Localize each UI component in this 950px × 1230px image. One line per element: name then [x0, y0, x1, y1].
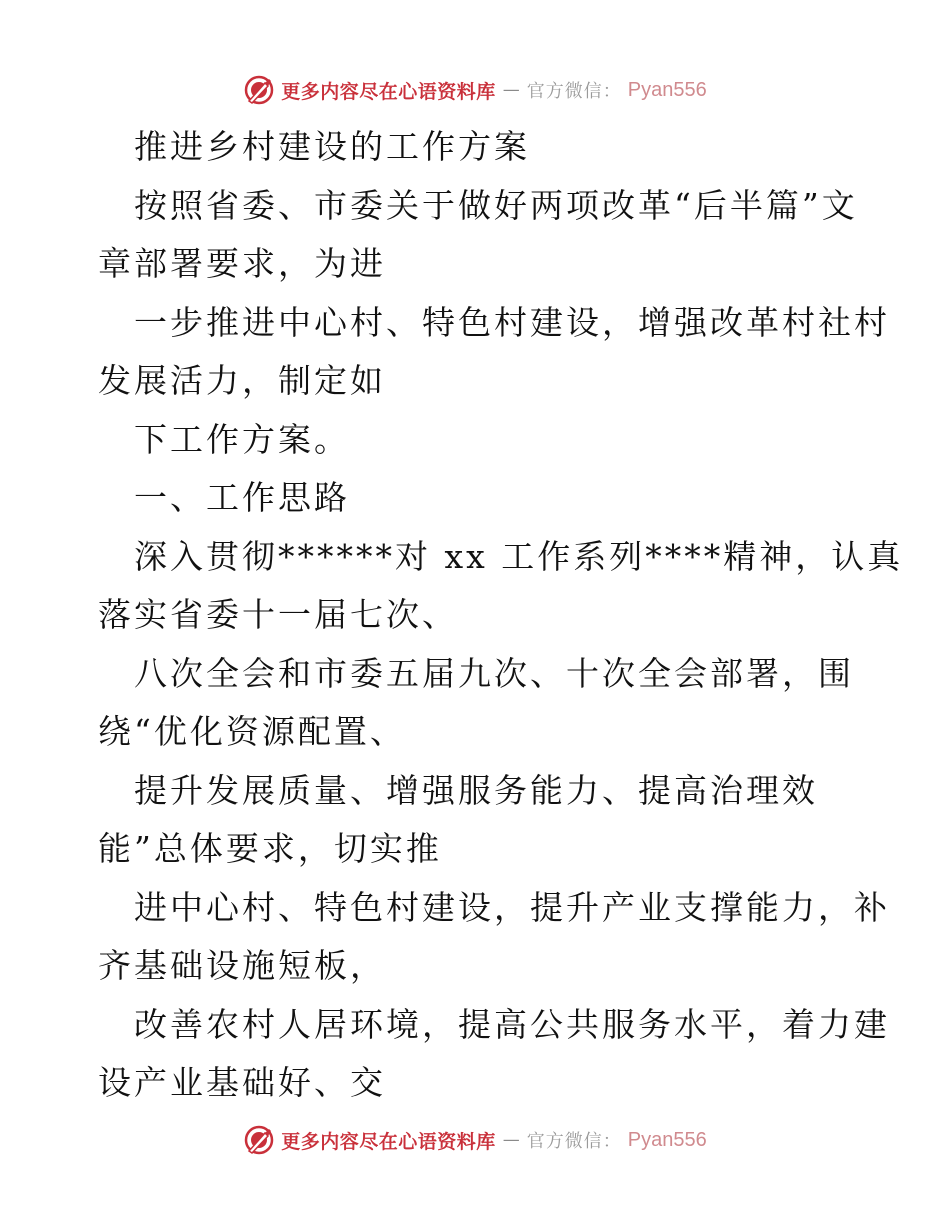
- document-line: 齐基础设施短板，: [98, 946, 386, 985]
- document-line: 下工作方案。: [134, 419, 350, 459]
- document-line: 改善农村人居环境，提高公共服务水平，着力建: [134, 1004, 890, 1044]
- watermark-dash: —: [502, 1130, 520, 1150]
- document-line: 一步推进中心村、特色村建设，增强改革村社村: [134, 302, 890, 342]
- footer-watermark: [0, 1122, 950, 1158]
- document-line: 发展活力，制定如: [98, 361, 386, 400]
- watermark-id-text: Pyan556: [627, 1128, 707, 1151]
- watermark-group: [243, 74, 706, 106]
- document-line: 按照省委、市委关于做好两项改革“后半篇”文: [134, 185, 858, 225]
- watermark-id-text: Pyan556: [627, 78, 707, 101]
- document-line: 一、工作思路: [134, 478, 350, 517]
- header-watermark: [0, 72, 950, 108]
- pen-logo-icon: [243, 1124, 275, 1156]
- document-line: 落实省委十一届七次、: [98, 595, 458, 634]
- document-line: 提升发展质量、增强服务能力、提高治理效: [134, 770, 818, 810]
- watermark-sub-text: 官方微信：: [526, 1131, 622, 1152]
- document-line: 能”总体要求，切实推: [98, 829, 442, 868]
- document-line: 推进乡村建设的工作方案: [134, 127, 530, 166]
- document-line: 进中心村、特色村建设，提升产业支撑能力，补: [134, 887, 890, 927]
- watermark-main-text: 更多内容尽在心语资料库: [281, 1130, 496, 1153]
- watermark-main-text: 更多内容尽在心语资料库: [281, 80, 496, 103]
- watermark-dash: —: [502, 80, 520, 100]
- document-line: 绕“优化资源配置、: [98, 712, 406, 751]
- document-line: 设产业基础好、交: [98, 1063, 386, 1102]
- document-body: [98, 118, 904, 1113]
- document-line: 八次全会和市委五届九次、十次全会部署，围: [134, 653, 854, 693]
- watermark-group: [243, 1124, 706, 1156]
- document-line: 深入贯彻******对 xx 工作系列****精神，认真: [134, 536, 904, 576]
- document-line: 章部署要求，为进: [98, 244, 386, 283]
- watermark-sub-text: 官方微信：: [526, 81, 622, 102]
- pen-logo-icon: [243, 74, 275, 106]
